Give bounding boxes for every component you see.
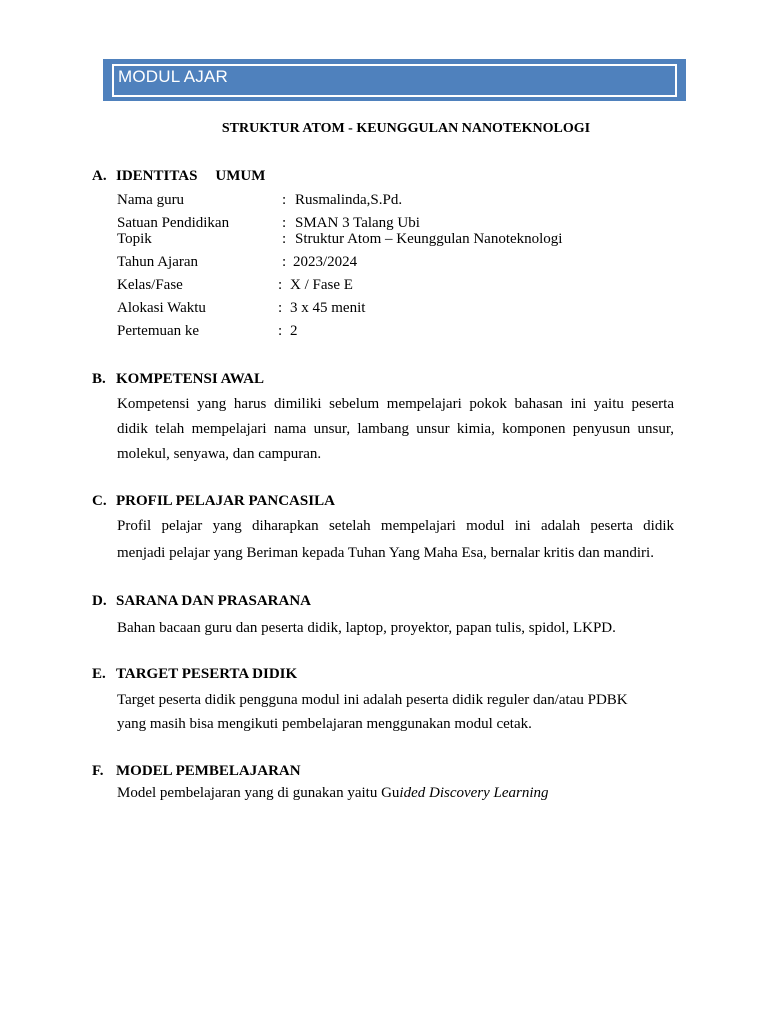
- section-e-line-2: yang masih bisa mengikuti pembelajaran menggunakan modul cetak.: [117, 716, 532, 732]
- section-c-heading: [92, 493, 335, 510]
- section-c-letter: C.: [92, 493, 107, 509]
- identity-label-pertemuan-ke: Pertemuan ke: [117, 323, 200, 339]
- section-e-letter: E.: [92, 666, 106, 682]
- section-d-letter: D.: [92, 593, 107, 609]
- section-b-line-2: didik telah mempelajari nama unsur, lambang unsur kimia, komponen penyusun unsur,: [117, 421, 674, 437]
- section-f-text-italic: ided Discovery Learning: [399, 785, 549, 801]
- section-b-title: KOMPETENSI AWAL: [116, 371, 264, 387]
- section-a-letter: A.: [92, 168, 107, 184]
- title-banner-frame: [112, 64, 677, 97]
- section-a-title-1: IDENTITAS: [116, 168, 198, 184]
- identity-value-satuan-pendidikan: SMAN 3 Talang Ubi: [295, 215, 420, 231]
- identity-colon: :: [282, 192, 287, 208]
- section-b-heading: [92, 371, 264, 388]
- identity-label-alokasi-waktu: Alokasi Waktu: [117, 300, 206, 316]
- identity-value-pertemuan-ke: 2: [290, 323, 298, 339]
- section-a-heading: [92, 168, 265, 185]
- identity-value-kelas-fase: X / Fase E: [290, 277, 353, 293]
- section-f-line-1: [117, 785, 549, 802]
- banner-title: MODUL AJAR: [118, 67, 229, 86]
- document-title: STRUKTUR ATOM - KEUNGGULAN NANOTEKNOLOGI: [221, 121, 591, 136]
- identity-label-kelas-fase: Kelas/Fase: [117, 277, 183, 293]
- section-c-line-1: Profil pelajar yang diharapkan setelah mempelajari modul ini adalah peserta didik: [117, 518, 674, 534]
- identity-value-topik: Struktur Atom – Keunggulan Nanoteknologi: [295, 231, 563, 247]
- section-d-line-1: Bahan bacaan guru dan peserta didik, laptop, proyektor, papan tulis, spidol, LKPD.: [117, 620, 616, 636]
- identity-colon: :: [282, 231, 287, 247]
- section-f-text-plain: Model pembelajaran yang di gunakan yaitu Gu: [117, 785, 400, 801]
- section-b-line-3: molekul, senyawa, dan campuran.: [117, 446, 322, 462]
- identity-label-tahun-ajaran: Tahun Ajaran: [117, 254, 199, 270]
- section-d-title: SARANA DAN PRASARANA: [116, 593, 312, 609]
- section-e-heading: [92, 666, 297, 683]
- title-banner: [103, 59, 686, 101]
- identity-colon: :: [278, 277, 283, 293]
- section-b-line-1: Kompetensi yang harus dimiliki sebelum mempelajari pokok bahasan ini yaitu peserta: [117, 396, 674, 412]
- section-e-line-1: Target peserta didik pengguna modul ini adalah peserta didik reguler dan/atau PDBK: [117, 692, 628, 708]
- section-c-line-2: menjadi pelajar yang Beriman kepada Tuhan Yang Maha Esa, bernalar kritis dan mandiri.: [117, 545, 654, 561]
- identity-value-alokasi-waktu: 3 x 45 menit: [290, 300, 366, 316]
- section-f-heading: [92, 763, 301, 780]
- identity-value-nama-guru: Rusmalinda,S.Pd.: [295, 192, 403, 208]
- section-a-title-2: UMUM: [215, 168, 266, 184]
- section-e-title: TARGET PESERTA DIDIK: [116, 666, 298, 682]
- identity-value-tahun-ajaran: 2023/2024: [293, 254, 358, 270]
- identity-label-topik: Topik: [117, 231, 152, 247]
- section-f-letter: F.: [92, 763, 104, 779]
- section-f-title: MODEL PEMBELAJARAN: [116, 763, 301, 779]
- identity-label-nama-guru: Nama guru: [117, 192, 185, 208]
- identity-colon: :: [282, 254, 287, 270]
- identity-colon: :: [282, 215, 287, 231]
- identity-label-satuan-pendidikan: Satuan Pendidikan: [117, 215, 230, 231]
- section-c-title: PROFIL PELAJAR PANCASILA: [116, 493, 335, 509]
- section-d-heading: [92, 593, 311, 610]
- identity-colon: :: [278, 300, 283, 316]
- identity-colon: :: [278, 323, 283, 339]
- section-b-letter: B.: [92, 371, 106, 387]
